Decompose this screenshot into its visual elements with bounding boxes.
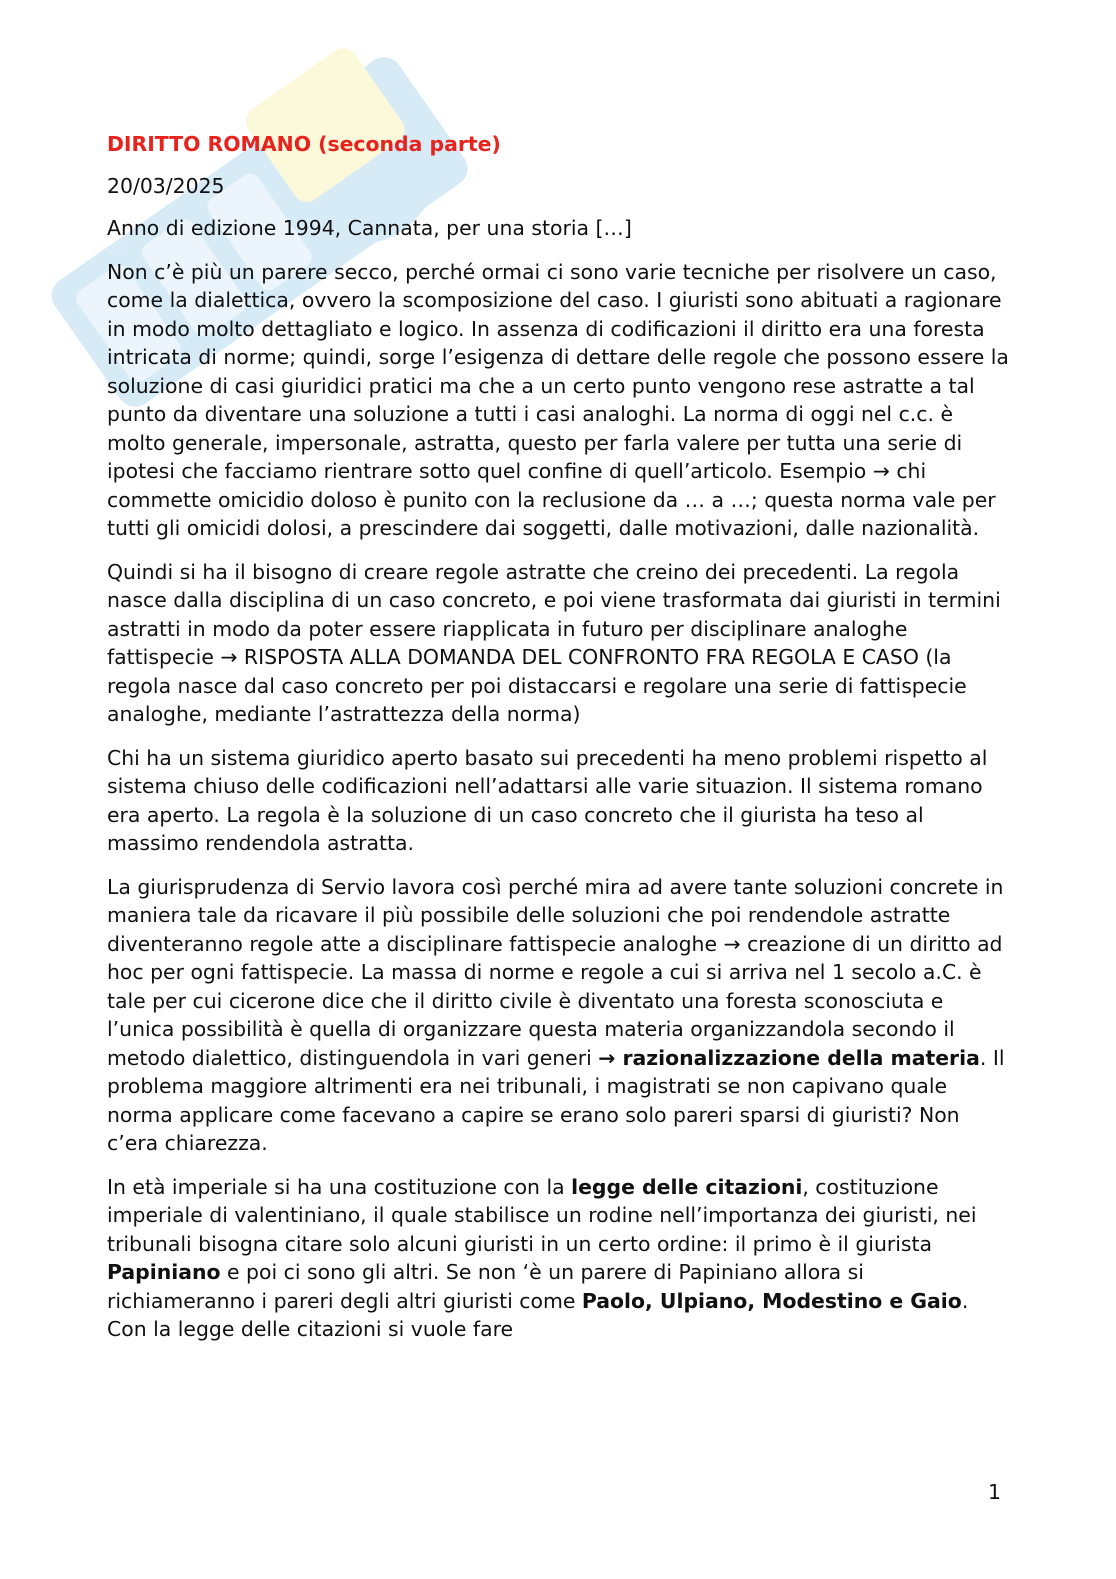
document-title: DIRITTO ROMANO (seconda parte) xyxy=(107,132,501,156)
document-body xyxy=(107,130,1009,1359)
paragraph-3: Chi ha un sistema giuridico aperto basato sui precedenti ha meno problemi rispetto al sistema chiuso delle codificazioni nell’adattarsi alle varie situazion. Il sistema romano era aperto. La regola è la soluzione di un caso concreto che il giurista ha teso al massimo rendendola astratta. xyxy=(107,745,988,855)
paragraph-5-bold-legge: legge delle citazioni xyxy=(571,1174,803,1199)
paragraph-4-text-b: . Il problema maggiore altrimenti era nei tribunali, i magistrati se non capivano quale norma applicare come facevano a capire se erano solo pareri sparsi di giuristi? Non c’era chiarezza. xyxy=(107,1045,1005,1155)
paragraph-4-bold: razionalizzazione della materia xyxy=(615,1045,980,1070)
paragraph-5-bold-papiniano: Papiniano xyxy=(107,1260,221,1284)
paragraph-5-text-c: e poi ci sono gli altri. Se non ‘è un parere di Papiniano allora si richiameranno i pareri degli altri giuristi come xyxy=(107,1260,864,1313)
paragraph-5-text-b: , costituzione imperiale di valentiniano, il quale stabilisce un rodine nell’importanza dei giuristi, nei tribunali bisogna citare solo alcuni giuristi in un certo ordine: il primo è il giurista xyxy=(107,1174,977,1256)
lecture-date: 20/03/2025 xyxy=(107,173,225,198)
paragraph-5-text-a: In età imperiale si ha una costituzione con la xyxy=(107,1174,572,1199)
paragraph-5 xyxy=(107,1173,1009,1344)
page-number: 1 xyxy=(988,1480,1001,1504)
paragraph-5-bold-giuristi: Paolo, Ulpiano, Modestino e Gaio xyxy=(581,1288,962,1313)
paragraph-1: Non c’è più un parere secco, perché ormai ci sono varie tecniche per risolvere un caso, come la dialettica, ovvero la scomposizione del caso. I giuristi sono abituati a ragionare in modo molto dettagliato e logico. In assenza di codificazioni il diritto era una foresta intricata di norme; quindi, sorge l’esigenza di dettare delle regole che possono essere la soluzione di casi giuridici pratici ma che a un certo punto vengono rese astratte a tal punto da diventare una soluzione a tutti i casi analoghi. La norma di oggi nel c.c. è molto generale, impersonale, astratta, questo per farla valere per tutta una serie di ipotesi che facciamo rientrare sotto quel confine di quell’articolo. Esempio → chi commette omicidio doloso è punito con la reclusione da … a …; questa norma vale per tutti gli omicidi dolosi, a prescindere dai soggetti, dalle motivazioni, dalle nazionalità. xyxy=(107,259,1009,540)
edition-line: Anno di edizione 1994, Cannata, per una storia […] xyxy=(107,216,632,240)
paragraph-4-arrow: → xyxy=(598,1045,616,1070)
paragraph-4-text-a: La giurisprudenza di Servio lavora così perché mira ad avere tante soluzioni concrete in maniera tale da ricavare il più possibile delle soluzioni che poi rendendole astratte diventeranno regole atte a disciplinare fattispecie analoghe → creazione di un diritto ad hoc per ogni fattispecie. La massa di norme e regole a cui si arriva nel 1 secolo a.C. è tale per cui cicerone dice che il diritto civile è diventato una foresta sconosciuta e l’unica possibilità è quella di organizzare questa materia organizzandola secondo il metodo dialettico, distinguendola in vari generi xyxy=(107,874,1004,1070)
paragraph-2: Quindi si ha il bisogno di creare regole astratte che creino dei precedenti. La regola nasce dalla disciplina di un caso concreto, e poi viene trasformata dai giuristi in termini astratti in modo da poter essere riapplicata in futuro per disciplinare analoghe fattispecie → RISPOSTA ALLA DOMANDA DEL CONFRONTO FRA REGOLA E CASO (la regola nasce dal caso concreto per poi distaccarsi e regolare una serie di fattispecie analoghe, mediante l’astrattezza della norma) xyxy=(107,559,1001,726)
paragraph-5-text-d: . Con la legge delle citazioni si vuole fare xyxy=(107,1288,969,1341)
paragraph-4 xyxy=(107,873,1009,1158)
